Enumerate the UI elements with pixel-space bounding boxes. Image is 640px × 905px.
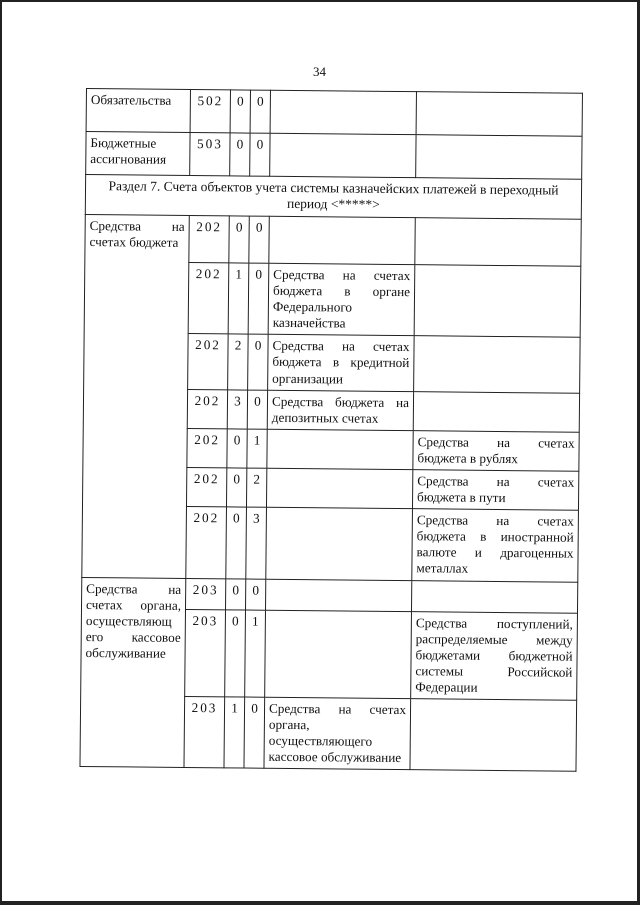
account-description <box>267 429 413 470</box>
table-row <box>86 89 582 137</box>
section-heading-row <box>85 175 581 220</box>
account-name: Бюджетные ассигнования <box>86 132 190 176</box>
account-code: 202 <box>187 428 227 468</box>
account-digit-2: 1 <box>247 429 267 468</box>
page-number: 34 <box>313 64 326 79</box>
account-description <box>266 468 412 509</box>
table-row <box>86 132 582 180</box>
account-digit-1: 0 <box>226 578 246 609</box>
subaccount-description <box>413 391 579 432</box>
account-digit-1: 0 <box>226 507 247 579</box>
account-code: 203 <box>186 578 226 609</box>
subaccount-description <box>416 135 582 180</box>
account-description: Средства на счетах органа, осуществляющего кассовое обслуживание <box>264 697 411 770</box>
subaccount-description <box>414 265 581 338</box>
account-code: 202 <box>186 467 226 507</box>
accounts-table-wrapper <box>79 88 581 772</box>
account-digit-2: 0 <box>248 334 269 389</box>
subaccount-description: Средства на счетах бюджета в пути <box>412 470 578 511</box>
account-code: 202 <box>186 507 227 579</box>
account-code: 502 <box>190 90 230 133</box>
account-digit-1: 3 <box>227 389 247 428</box>
account-description: Средства бюджета на депозитных счетах <box>267 390 413 431</box>
account-group-name: Средства на счетах бюджета <box>82 214 189 578</box>
account-digit-2: 0 <box>247 390 267 429</box>
subaccount-description: Средства на счетах бюджета в рублях <box>413 430 579 471</box>
account-code: 202 <box>187 389 227 429</box>
subaccount-description <box>416 92 582 137</box>
account-digit-2: 0 <box>248 263 269 335</box>
account-digit-1: 0 <box>229 216 249 263</box>
subaccount-description <box>415 218 581 267</box>
account-digit-1: 0 <box>227 429 247 468</box>
account-digit-1: 2 <box>228 334 249 389</box>
table-row <box>85 214 581 266</box>
subaccount-description <box>410 699 577 772</box>
subaccount-description <box>414 336 581 393</box>
account-code: 203 <box>185 609 226 697</box>
account-code: 203 <box>184 696 225 768</box>
account-digit-2: 0 <box>249 216 269 263</box>
subaccount-description <box>411 580 577 613</box>
section-title: Раздел 7. Счета объектов учета системы казначейских платежей в переходный период <*****> <box>85 175 581 220</box>
account-description <box>270 133 416 177</box>
account-description <box>270 90 416 134</box>
account-digit-2: 0 <box>246 579 266 610</box>
account-group-name: Средства на счетах органа, осуществляющ его кассовое обслуживание <box>80 577 186 768</box>
account-digit-2: 0 <box>250 90 270 133</box>
account-digit-2: 3 <box>246 507 267 579</box>
account-name: Обязательства <box>86 89 190 133</box>
subaccount-description: Средства поступлений, распределяемые между бюджетами бюджетной системы Российской Федерации <box>411 611 578 700</box>
accounts-table <box>79 88 582 772</box>
account-description <box>265 610 412 699</box>
account-code: 202 <box>189 215 229 262</box>
subaccount-description: Средства на счетах бюджета в иностранной валюте и драгоценных металлах <box>412 509 579 582</box>
account-digit-2: 1 <box>245 610 266 698</box>
account-digit-2: 0 <box>250 133 270 176</box>
account-digit-2: 2 <box>246 468 266 507</box>
account-digit-1: 0 <box>225 609 246 697</box>
table-row <box>82 577 578 613</box>
account-digit-1: 1 <box>228 263 249 335</box>
account-description: Средства на счетах бюджета в кредитной организации <box>268 335 415 392</box>
account-description <box>265 579 411 611</box>
account-code: 202 <box>188 262 229 334</box>
account-description: Средства на счетах бюджета в органе Федерального казначейства <box>268 263 415 336</box>
account-description <box>266 507 413 580</box>
account-code: 202 <box>188 334 229 390</box>
account-digit-1: 1 <box>224 697 245 769</box>
account-description <box>269 216 415 264</box>
account-digit-1: 0 <box>230 90 250 133</box>
account-digit-1: 0 <box>226 468 246 507</box>
account-digit-1: 0 <box>230 133 250 176</box>
account-code: 503 <box>190 133 230 176</box>
account-digit-2: 0 <box>244 697 265 769</box>
